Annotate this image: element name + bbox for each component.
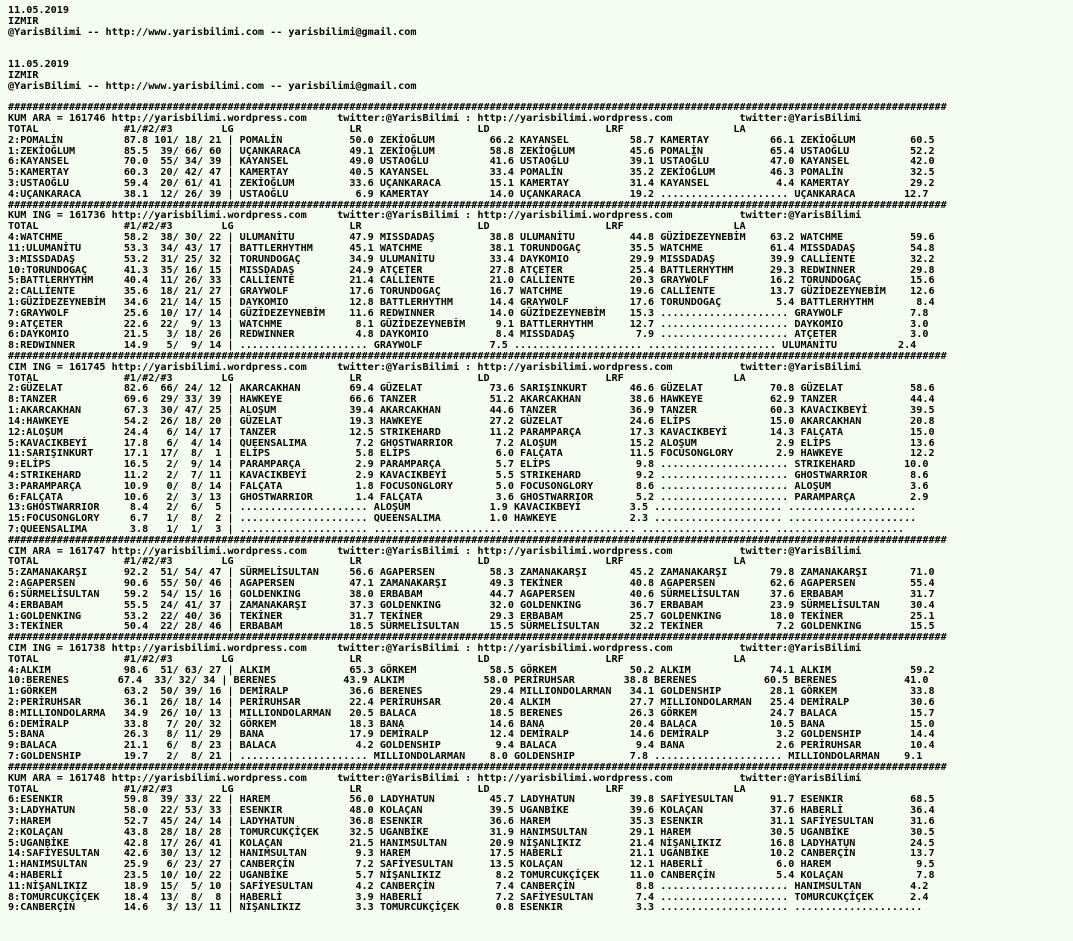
table-row: 9:ELİPS 16.5 2/ 9/ 14 | PARAMPARÇA 2.9 PARAMPARÇA 5.7 ELİPS 9.8 ..................... STRIKEHARD 10.0 (8, 459, 929, 471)
table-row: 6:DEMİRALP 33.8 7/ 20/ 32 | GÖRKEM 18.3 BANA 14.6 BANA 20.4 BALACA 10.5 BANA 15.0 (8, 718, 935, 730)
table-row: 5:KAVACIKBEYİ 17.8 6/ 4/ 14 | QUEENSALIMA 7.2 GHOSTWARRIOR 7.2 ALOŞUM 15.2 ALOŞUM 2.9 ELİPS 13.6 (8, 437, 935, 449)
table-row: 3:USTAOĞLU 59.4 20/ 61/ 41 | ZEKİOĞLUM 33.6 UÇANKARACA 15.1 KAMERTAY 31.4 KAYANSEL 4.4 KAMERTAY 29.2 (8, 178, 935, 189)
table-row: 7:HAREM 52.7 45/ 24/ 14 | LADYHATUN 36.8 ESENKIR 36.6 HAREM 35.3 ESENKIR 31.1 SAFİYESULTAN 31.6 (8, 815, 935, 827)
table-row: 1:AKARCAKHAN 67.3 30/ 47/ 25 | ALOŞUM 39.4 AKARCAKHAN 44.6 TANZER 36.9 TANZER 60.3 KAVACIKBEYİ 39.5 (8, 405, 935, 417)
location-line: IZMIR (8, 69, 39, 81)
table-row: 12:ALOŞUM 24.4 6/ 14/ 17 | TANZER 12.5 STRIKEHARD 11.2 PARAMPARÇA 17.3 KAVACIKBEYİ 14.3 FALÇATA 15.0 (8, 426, 935, 438)
table-row: 4:ALKIM 98.6 51/ 63/ 27 | ALKIM 65.3 GÖRKEM 58.5 GÖRKEM 50.2 ALKIM 74.1 ALKIM 59.2 (8, 664, 935, 676)
table-row: 6:DAYKOMIO 21.5 3/ 18/ 26 | REDWINNER 4.8 DAYKOMIO 8.4 MISSDADAŞ 7.9 ..................... ATÇETER 3.0 (8, 329, 929, 341)
contact-line: @YarisBilimi -- http://www.yarisbilimi.com -- yarisbilimi@gmail.com (8, 80, 417, 92)
section-separator: ########################################################################################################################################################## (8, 351, 947, 362)
race-header-line: KUM ING = 161736 http://yarisbilimi.wordpress.com twitter:@YarisBilimi : http://yarisbilimi.wordpress.com twitter:@YarisBilimi (8, 210, 862, 222)
table-row: 3:LADYHATUN 58.0 22/ 53/ 33 | ESENKIR 48.0 KOLAÇAN 39.5 UGANBİKE 39.6 KOLAÇAN 37.6 HABERLİ 36.4 (8, 805, 935, 817)
table-row: 4:STRIKEHARD 11.2 2/ 7/ 11 | KAVACIKBEYİ 2.9 KAVACIKBEYİ 5.5 STRIKEHARD 9.2 ..................... GHOSTWARRIOR 8.6 (8, 469, 929, 481)
table-row: 3:PARAMPARÇA 10.9 0/ 8/ 14 | FALÇATA 1.8 FOCUSONGLORY 5.0 FOCUSONGLORY 8.6 ..................... ALOŞUM 3.6 (8, 480, 929, 492)
table-row: 15:FOCUSONGLORY 6.7 1/ 8/ 2 | ..................... QUEENSALIMA 1.0 HAWKEYE 2.3 ..................... ..................... (8, 513, 917, 525)
table-row: 5:ZAMANAKARŞI 92.2 51/ 54/ 47 | SÜRMELİSULTAN 56.6 AGAPERSEN 58.3 ZAMANAKARŞI 45.2 ZAMANAKARŞI 79.8 ZAMANAKARŞI 71.0 (8, 567, 935, 579)
table-row: 6:ESENKIR 59.8 39/ 33/ 22 | HAREM 56.0 LADYHATUN 45.7 LADYHATUN 39.8 SAFİYESULTAN 91.7 ESENKIR 68.5 (8, 794, 935, 806)
table-row: 5:UGANBİKE 42.8 17/ 26/ 41 | KOLAÇAN 21.5 HANIMSULTAN 20.9 NİŞANLIKIZ 21.4 NİŞANLIKIZ 16.8 LADYHATUN 24.5 (8, 837, 935, 849)
table-row: 5:BATTLERHYTHM 40.4 11/ 26/ 33 | CALLİENTE 21.4 CALLİENTE 21.0 CALLİENTE 20.3 GRAYWOLF 16.2 TORUNDOGAÇ 15.6 (8, 275, 935, 287)
table-row: 2:PERİRUHSAR 36.1 26/ 18/ 14 | PERİRUHSAR 22.4 PERİRUHSAR 20.4 ALKIM 27.7 MILLIONDOLARMAN 25.4 DEMİRALP 30.6 (8, 697, 935, 708)
table-row: 2:KOLAÇAN 43.8 28/ 18/ 28 | TOMURCUKÇİÇEK 32.5 UGANBİKE 31.9 HANIMSULTAN 29.1 HAREM 30.5 UGANBİKE 30.5 (8, 826, 935, 838)
table-row: 8:TANZER 69.6 29/ 33/ 39 | HAWKEYE 66.6 TANZER 51.2 AKARCAKHAN 38.6 HAWKEYE 62.9 TANZER 44.4 (8, 394, 935, 406)
table-row: 5:BANA 26.3 8/ 11/ 29 | BANA 17.9 DEMİRALP 12.4 DEMİRALP 14.6 DEMİRALP 3.2 GOLDENSHIP 14.4 (8, 729, 935, 741)
table-row: 4:ERBABAM 55.5 24/ 41/ 37 | ZAMANAKARŞI 37.3 GOLDENKING 32.0 GOLDENKING 36.7 ERBABAM 23.9 SÜRMELİSULTAN 30.4 (8, 599, 935, 611)
race-header-line: KUM ARA = 161748 http://yarisbilimi.wordpress.com twitter:@YarisBilimi : http://yarisbilimi.wordpress.com twitter:@YarisBilimi (8, 772, 862, 784)
table-row: 14:SAFİYESULTAN 42.6 30/ 13/ 12 | HANIMSULTAN 9.3 HAREM 17.5 HABERLİ 21.1 UGANBİKE 10.2 CANBERÇİN 13.7 (8, 848, 935, 860)
table-row: 7:QUEENSALIMA 3.8 1/ 1/ 3 | ..................... ..................... ..................... ..................... ..................... (8, 524, 905, 535)
table-row: 2:AGAPERSEN 90.6 55/ 50/ 46 | AGAPERSEN 47.1 ZAMANAKARŞI 49.3 TEKİNER 40.8 AGAPERSEN 62.6 AGAPERSEN 55.4 (8, 578, 935, 590)
table-row: 8:TOMURCUKÇİÇEK 18.4 13/ 8/ 8 | HABERLİ 3.9 HABERLİ 7.2 SAFİYESULTAN 7.4 ..................... TOMURCUKÇİÇEK 2.4 (8, 891, 929, 903)
race-header-line: KUM ARA = 161746 http://yarisbilimi.wordpress.com twitter:@YarisBilimi : http://yarisbilimi.wordpress.com twitter:@YarisBilimi (8, 113, 862, 125)
table-row: 11:SARIŞINKURT 17.1 17/ 8/ 1 | ELİPS 5.8 ELİPS 6.0 FALÇATA 11.5 FOCUSONGLORY 2.9 HAWKEYE 12.2 (8, 448, 935, 460)
column-header-line: TOTAL #1/#2/#3 LG LR LD LRF LA (8, 123, 746, 135)
table-row: 7:GRAYWOLF 25.6 10/ 17/ 14 | GÜZİDEZEYNEBİM 11.6 REDWINNER 14.0 GÜZİDEZEYNEBİM 15.3 ..................... GRAYWOLF 7.8 (8, 307, 929, 319)
table-row: 3:TEKİNER 50.4 22/ 28/ 46 | ERBABAM 18.5 SÜRMELİSULTAN 15.5 SÜRMELİSULTAN 32.2 TEKİNER 7.2 GOLDENKING 15.5 (8, 621, 935, 633)
table-row: 11:ULUMANİTU 53.3 34/ 43/ 17 | BATTLERHYTHM 45.1 WATCHME 38.1 TORUNDOGAÇ 35.5 WATCHME 61.4 MISSDADAŞ 54.8 (8, 242, 935, 254)
blank-line (8, 49, 947, 60)
race-report-document (8, 6, 947, 914)
column-header-line: TOTAL #1/#2/#3 LG LR LD LRF LA (8, 783, 746, 795)
column-header-line: TOTAL #1/#2/#3 LG LR LD LRF LA (8, 372, 746, 384)
report-date: 11.05.2019 (8, 5, 69, 16)
table-row: 7:GOLDENSHIP 19.7 2/ 8/ 21 | ..................... MILLIONDOLARMAN 8.0 GOLDENSHIP 7.8 ..................... MILLIONDOLARMAN 9.1 (8, 751, 923, 763)
table-row: 9:CANBERÇİN 14.6 3/ 13/ 11 | NİŞANLIKIZ 3.3 TOMURCUKÇİÇEK 0.8 ESENKIR 3.3 ..................... ..................... (8, 902, 923, 914)
table-row: 9:BALACA 21.1 6/ 8/ 23 | BALACA 4.2 GOLDENSHIP 9.4 BALACA 9.4 BANA 2.6 PERİRUHSAR 10.4 (8, 740, 935, 752)
race-header-line: CIM ING = 161745 http://yarisbilimi.wordpress.com twitter:@YarisBilimi : http://yarisbilimi.wordpress.com twitter:@YarisBilimi (8, 361, 862, 373)
table-row: 4:UÇANKARACA 38.1 12/ 26/ 39 | USTAOĞLU 6.9 KAMERTAY 14.0 UÇANKARACA 19.2 ..................... UÇANKARACA 12.7 (8, 188, 929, 200)
table-row: 4:HABERLİ 23.5 10/ 10/ 22 | UGANBİKE 5.7 NİŞANLIKIZ 8.2 TOMURCUKÇİÇEK 11.0 CANBERÇİN 5.4 KOLAÇAN 7.8 (8, 870, 935, 881)
table-row: 1:GÜZİDEZEYNEBİM 34.6 21/ 14/ 15 | DAYKOMIO 12.8 BATTLERHYTHM 14.4 GRAYWOLF 17.6 TORUNDOGAÇ 5.4 BATTLERHYTHM 8.4 (8, 296, 935, 308)
table-row: 14:HAWKEYE 54.2 26/ 18/ 20 | GÜZELAT 19.3 HAWKEYE 27.2 GÜZELAT 24.6 ELİPS 15.0 AKARCAKHAN 20.8 (8, 415, 935, 427)
table-row: 8:REDWINNER 14.9 5/ 9/ 14 | ..................... GRAYWOLF 7.5 ..................... ..................... ULUMANİTU 2.4 (8, 340, 917, 352)
blank-line (8, 38, 947, 49)
column-header-line: TOTAL #1/#2/#3 LG LR LD LRF LA (8, 653, 746, 665)
table-row: 5:KAMERTAY 60.3 20/ 42/ 47 | KAMERTAY 40.5 KAYANSEL 33.4 POMALİN 35.2 ZEKİOĞLUM 46.3 POMALİN 32.5 (8, 167, 935, 179)
race-header-line: CIM ING = 161738 http://yarisbilimi.wordpress.com twitter:@YarisBilimi : http://yarisbilimi.wordpress.com twitter:@YarisBilimi (8, 642, 862, 654)
table-row: 2:CALLİENTE 35.6 18/ 21/ 27 | GRAYWOLF 17.6 TORUNDOGAÇ 16.7 WATCHME 19.6 CALLİENTE 13.7 GÜZİDEZEYNEBİM 12.6 (8, 286, 935, 298)
table-row: 11:NİŞANLIKIZ 18.9 15/ 5/ 10 | SAFİYESULTAN 4.2 CANBERÇİN 7.4 CANBERÇİN 8.8 ..................... HANIMSULTAN 4.2 (8, 880, 929, 892)
column-header-line: TOTAL #1/#2/#3 LG LR LD LRF LA (8, 556, 746, 568)
section-separator: ########################################################################################################################################################## (8, 199, 947, 211)
table-row: 1:GÖRKEM 63.2 50/ 39/ 16 | DEMİRALP 36.6 BERENES 29.4 MILLIONDOLARMAN 34.1 GOLDENSHIP 28.1 GÖRKEM 33.8 (8, 686, 935, 698)
location-line: IZMIR (8, 15, 39, 27)
table-row: 8:MILLIONDOLARMA 34.9 26/ 10/ 13 | MILLIONDOLARMAN 20.5 BALACA 18.5 BERENES 26.3 GÖRKEM 24.7 BALACA 15.7 (8, 707, 935, 719)
table-row: 6:FALÇATA 10.6 2/ 3/ 13 | GHOSTWARRIOR 1.4 FALÇATA 3.6 GHOSTWARRIOR 5.2 ..................... PARAMPARÇA 2.9 (8, 491, 929, 503)
contact-line: @YarisBilimi -- http://www.yarisbilimi.com -- yarisbilimi@gmail.com (8, 26, 417, 38)
table-row: 10:TORUNDOGAÇ 41.3 35/ 16/ 15 | MISSDADAŞ 24.9 ATÇETER 27.8 ATÇETER 25.4 BATTLERHYTHM 29.3 REDWINNER 29.8 (8, 264, 935, 276)
table-row: 4:WATCHME 58.2 38/ 30/ 22 | ULUMANİTU 47.9 MISSDADAŞ 38.8 ULUMANİTU 44.8 GÜZİDEZEYNEBİM 63.2 WATCHME 59.6 (8, 232, 935, 244)
table-row: 2:GÜZELAT 82.6 66/ 24/ 12 | AKARCAKHAN 69.4 GÜZELAT 73.6 SARIŞINKURT 46.6 GÜZELAT 70.8 GÜZELAT 58.6 (8, 383, 935, 395)
table-row: 10:BERENES 67.4 33/ 32/ 34 | BERENES 43.9 ALKIM 58.0 PERİRUHSAR 38.8 BERENES 60.5 BERENES 41.0 (8, 675, 929, 687)
table-row: 6:SÜRMELİSULTAN 59.2 54/ 15/ 16 | GOLDENKING 38.0 ERBABAM 44.7 AGAPERSEN 40.6 SÜRMELİSULTAN 37.6 ERBABAM 31.7 (8, 588, 935, 600)
section-separator: ########################################################################################################################################################## (8, 534, 947, 546)
table-row: 6:KAYANSEL 70.0 55/ 34/ 39 | KAYANSEL 49.0 USTAOĞLU 41.6 USTAOĞLU 39.1 USTAOĞLU 47.0 KAYANSEL 42.0 (8, 156, 935, 168)
section-separator: ########################################################################################################################################################## (8, 102, 947, 114)
table-row: 1:GOLDENKING 53.2 22/ 40/ 36 | TEKİNER 31.7 TEKİNER 29.3 ERBABAM 25.7 GOLDENKING 18.0 TEKİNER 25.1 (8, 610, 935, 622)
table-row: 1:HANIMSULTAN 25.9 6/ 23/ 27 | CANBERÇİN 7.2 SAFİYESULTAN 13.5 KOLAÇAN 12.1 HABERLİ 6.0 HAREM 9.5 (8, 859, 935, 871)
table-row: 13:GHOSTWARRIOR 8.4 2/ 6/ 5 | ..................... ALOŞUM 1.9 KAVACIKBEYİ 3.5 ..................... ..................... (8, 502, 917, 514)
table-row: 9:ATÇETER 22.6 22/ 9/ 13 | WATCHME 8.1 GÜZİDEZEYNEBİM 9.1 BATTLERHYTHM 12.7 ..................... DAYKOMIO 3.0 (8, 318, 929, 330)
report-date: 11.05.2019 (8, 59, 69, 71)
column-header-line: TOTAL #1/#2/#3 LG LR LD LRF LA (8, 221, 746, 233)
table-row: 3:MISSDADAŞ 53.2 31/ 25/ 32 | TORUNDOGAÇ 34.9 ULUMANİTU 33.4 DAYKOMIO 29.9 MISSDADAŞ 39.9 CALLİENTE 32.2 (8, 253, 935, 265)
section-separator: ########################################################################################################################################################## (8, 632, 947, 644)
table-row: 2:POMALİN 87.8 101/ 18/ 21 | POMALİN 50.0 ZEKİOĞLUM 66.2 KAYANSEL 58.7 KAMERTAY 66.1 ZEKİOĞLUM 60.5 (8, 134, 935, 146)
race-header-line: CIM ARA = 161747 http://yarisbilimi.wordpress.com twitter:@YarisBilimi : http://yarisbilimi.wordpress.com twitter:@YarisBilimi (8, 545, 862, 557)
section-separator: ########################################################################################################################################################## (8, 761, 947, 773)
table-row: 1:ZEKİOĞLUM 85.5 39/ 66/ 60 | UÇANKARACA 49.1 ZEKİOĞLUM 58.8 ZEKİOĞLUM 45.6 POMALİN 65.4 USTAOĞLU 52.2 (8, 145, 935, 157)
